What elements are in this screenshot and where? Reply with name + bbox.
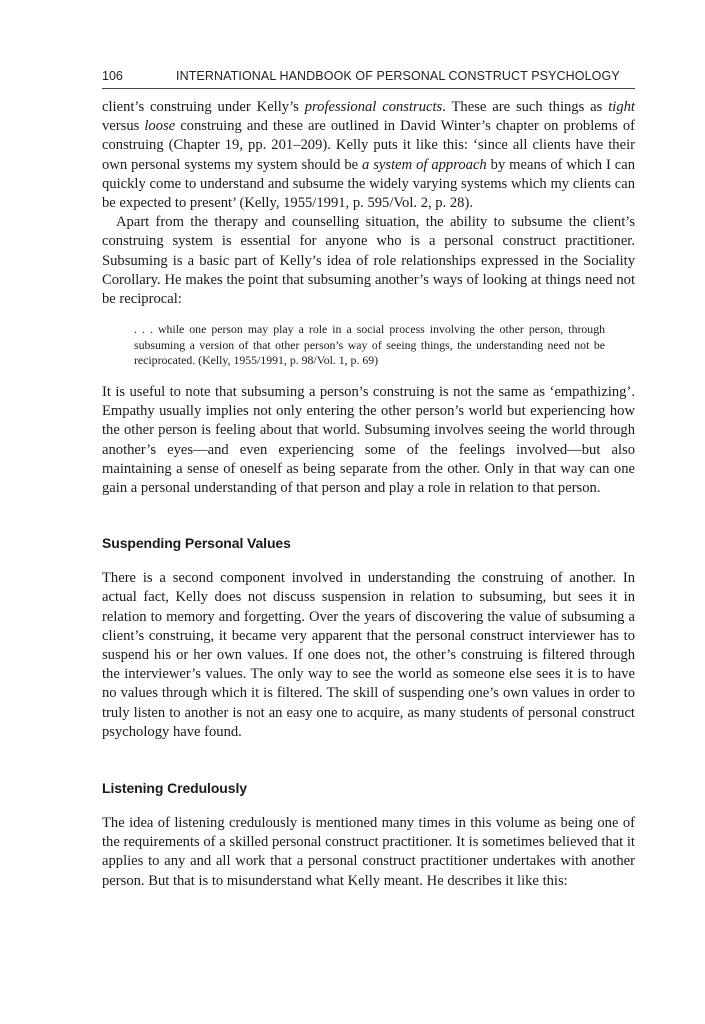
running-title: INTERNATIONAL HANDBOOK OF PERSONAL CONSTRUCT PSYCHOLOGY: [176, 69, 620, 83]
paragraph-listening: The idea of listening credulously is mentioned many times in this volume as being one of the requirements of a skilled personal construct practitioner. It is sometimes believed that it applies to any and all work that a personal construct practitioner undertakes with another person. But that is to misunderstand what Kelly meant. He describes it like this:: [102, 815, 635, 889]
paragraph-continued: client’s construing under Kelly’s professional constructs. These are such things as tight versus loose construing and these are outlined in David Winter’s chapter on problems of construing (Chapter 19, pp. 201–209). Kelly puts it like this: ‘since all clients have their own personal systems my system should be a system of approach by means of which I can quickly come to understand and subsume the widely varying systems which my clients can be expected to present’ (Kelly, 1955/1991, p. 595/Vol. 2, p. 28).: [102, 99, 635, 212]
page-number: 106: [102, 69, 123, 83]
paragraph-suspending: There is a second component involved in understanding the construing of another. In actual fact, Kelly does not discuss suspension in relation to subsuming, but sees it in relation to memory and forgetting. Over the years of discovering the value of subsuming a client’s construing, it became very apparent that the personal construct interviewer has to suspend his or her own values. If one does not, the other’s construing is filtered through the interviewer’s values. The only way to see the world as someone else sees it is to have no values through which it is filtered. The skill of suspending one’s own values in order to truly listen to another is not an easy one to acquire, as many students of personal construct psychology have found.: [102, 570, 635, 740]
paragraph-subsuming: Apart from the therapy and counselling situation, the ability to subsume the client’s construing system is essential for anyone who is a personal construct practitioner. Subsuming is a basic part of Kelly’s idea of role relationships expressed in the Sociality Corollary. He makes the point that subsuming another’s ways of looking at things need not be reciprocal:: [102, 214, 635, 308]
section-heading-suspending: Suspending Personal Values: [102, 535, 291, 552]
block-quote: . . . while one person may play a role in a social process involving the other person, through subsuming a version of that other person’s way of seeing things, the understanding need not be reciprocated. (Kelly, 1955/1991, p. 98/Vol. 1, p. 69): [134, 322, 605, 368]
page-body: [102, 98, 635, 891]
paragraph-empathy: It is useful to note that subsuming a person’s construing is not the same as ‘empathizing’. Empathy usually implies not only entering the other person’s world but experiencing how the other person is feeling about that world. Subsuming involves seeing the world through another’s eyes—and even experiencing some of the feelings involved—but also maintaining a sense of oneself as being separate from the other. Only in that way can one gain a personal understanding of that person and play a role in relation to that person.: [102, 384, 635, 497]
page-header: [102, 66, 635, 89]
section-heading-listening: Listening Credulously: [102, 780, 247, 797]
